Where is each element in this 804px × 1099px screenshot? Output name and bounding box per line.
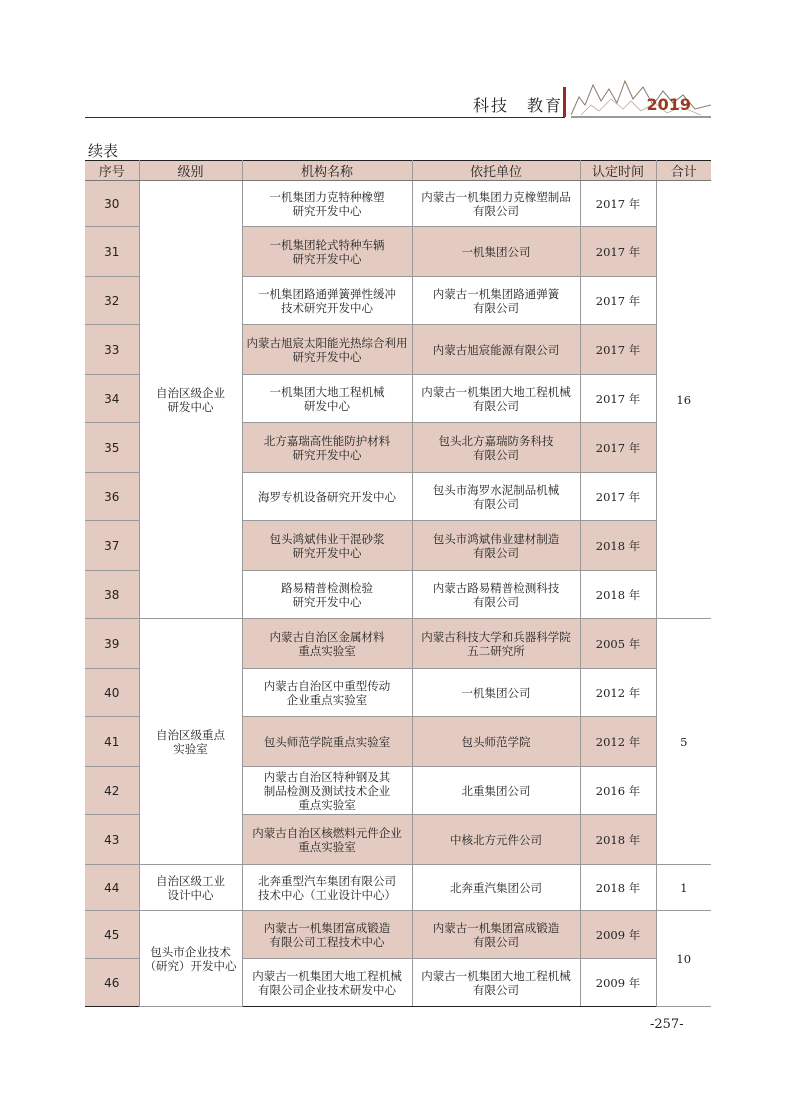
- supporting-unit: 内蒙古一机集团大地工程机械 有限公司: [412, 959, 580, 1007]
- approval-date: 2018 年: [580, 571, 656, 619]
- row-number: 33: [85, 325, 139, 375]
- header-accent-bar: [563, 87, 566, 117]
- supporting-unit: 内蒙古旭宸能源有限公司: [412, 325, 580, 375]
- group-level: 自治区级工业 设计中心: [139, 865, 242, 911]
- approval-date: 2005 年: [580, 619, 656, 669]
- row-number: 31: [85, 227, 139, 277]
- approval-date: 2018 年: [580, 815, 656, 865]
- supporting-unit: 内蒙古一机集团路通弹簧 有限公司: [412, 277, 580, 325]
- table-row: [85, 865, 711, 911]
- table-caption: 续表: [88, 142, 119, 160]
- col-header-unit: 依托单位: [412, 161, 580, 181]
- col-header-name: 机构名称: [242, 161, 412, 181]
- supporting-unit: 北奔重汽集团公司: [412, 865, 580, 911]
- institution-name: 一机集团力克特种橡塑 研究开发中心: [242, 181, 412, 227]
- approval-date: 2009 年: [580, 959, 656, 1007]
- institution-name: 内蒙古一机集团大地工程机械 有限公司企业技术研发中心: [242, 959, 412, 1007]
- row-number: 42: [85, 767, 139, 815]
- table-row: [85, 181, 711, 227]
- row-number: 45: [85, 911, 139, 959]
- page-header: [85, 75, 711, 120]
- supporting-unit: 内蒙古一机集团富成锻造 有限公司: [412, 911, 580, 959]
- approval-date: 2017 年: [580, 181, 656, 227]
- row-number: 36: [85, 473, 139, 521]
- approval-date: 2017 年: [580, 473, 656, 521]
- table-row: [85, 619, 711, 669]
- institutions-table: [85, 160, 711, 1007]
- year-label: 2019: [646, 95, 691, 114]
- row-number: 44: [85, 865, 139, 911]
- supporting-unit: 包头北方嘉瑞防务科技 有限公司: [412, 423, 580, 473]
- col-header-date: 认定时间: [580, 161, 656, 181]
- approval-date: 2017 年: [580, 277, 656, 325]
- supporting-unit: 内蒙古科技大学和兵器科学院 五二研究所: [412, 619, 580, 669]
- row-number: 32: [85, 277, 139, 325]
- supporting-unit: 包头市海罗水泥制品机械 有限公司: [412, 473, 580, 521]
- group-total: 5: [656, 619, 711, 865]
- row-number: 39: [85, 619, 139, 669]
- col-header-no: 序号: [85, 161, 139, 181]
- col-header-level: 级别: [139, 161, 242, 181]
- supporting-unit: 内蒙古一机集团大地工程机械 有限公司: [412, 375, 580, 423]
- institution-name: 内蒙古自治区核燃料元件企业 重点实验室: [242, 815, 412, 865]
- row-number: 37: [85, 521, 139, 571]
- institution-name: 内蒙古一机集团富成锻造 有限公司工程技术中心: [242, 911, 412, 959]
- group-total: 10: [656, 911, 711, 1007]
- institution-name: 一机集团轮式特种车辆 研究开发中心: [242, 227, 412, 277]
- institution-name: 内蒙古自治区特种钢及其 制品检测及测试技术企业 重点实验室: [242, 767, 412, 815]
- institution-name: 北方嘉瑞高性能防护材料 研究开发中心: [242, 423, 412, 473]
- approval-date: 2017 年: [580, 375, 656, 423]
- supporting-unit: 包头市鸿斌伟业建材制造 有限公司: [412, 521, 580, 571]
- approval-date: 2018 年: [580, 865, 656, 911]
- institution-name: 包头师范学院重点实验室: [242, 717, 412, 767]
- row-number: 38: [85, 571, 139, 619]
- row-number: 43: [85, 815, 139, 865]
- table-header-row: [85, 161, 711, 181]
- row-number: 35: [85, 423, 139, 473]
- institution-name: 包头鸿斌伟业干混砂浆 研究开发中心: [242, 521, 412, 571]
- institution-name: 一机集团大地工程机械 研发中心: [242, 375, 412, 423]
- approval-date: 2016 年: [580, 767, 656, 815]
- supporting-unit: 内蒙古一机集团力克橡塑制品 有限公司: [412, 181, 580, 227]
- header-rule: [85, 117, 565, 118]
- approval-date: 2012 年: [580, 669, 656, 717]
- institution-name: 内蒙古旭宸太阳能光热综合利用 研究开发中心: [242, 325, 412, 375]
- col-header-total: 合计: [656, 161, 711, 181]
- supporting-unit: 一机集团公司: [412, 227, 580, 277]
- supporting-unit: 一机集团公司: [412, 669, 580, 717]
- table-body: [85, 181, 711, 1007]
- approval-date: 2017 年: [580, 325, 656, 375]
- institution-name: 内蒙古自治区中重型传动 企业重点实验室: [242, 669, 412, 717]
- approval-date: 2017 年: [580, 227, 656, 277]
- supporting-unit: 内蒙古路易精普检测科技 有限公司: [412, 571, 580, 619]
- table-row: [85, 911, 711, 959]
- institution-name: 路易精普检测检验 研究开发中心: [242, 571, 412, 619]
- group-total: 16: [656, 181, 711, 619]
- row-number: 40: [85, 669, 139, 717]
- institution-name: 一机集团路通弹簧弹性缓冲 技术研究开发中心: [242, 277, 412, 325]
- section-title: 科技 教育: [472, 96, 563, 115]
- institution-name: 海罗专机设备研究开发中心: [242, 473, 412, 521]
- row-number: 46: [85, 959, 139, 1007]
- approval-date: 2017 年: [580, 423, 656, 473]
- institution-name: 北奔重型汽车集团有限公司 技术中心（工业设计中心）: [242, 865, 412, 911]
- institution-name: 内蒙古自治区金属材料 重点实验室: [242, 619, 412, 669]
- row-number: 41: [85, 717, 139, 767]
- supporting-unit: 北重集团公司: [412, 767, 580, 815]
- approval-date: 2009 年: [580, 911, 656, 959]
- group-total: 1: [656, 865, 711, 911]
- row-number: 34: [85, 375, 139, 423]
- supporting-unit: 中核北方元件公司: [412, 815, 580, 865]
- page-number: -257-: [650, 1017, 684, 1032]
- row-number: 30: [85, 181, 139, 227]
- group-level: 自治区级重点 实验室: [139, 619, 242, 865]
- approval-date: 2018 年: [580, 521, 656, 571]
- group-level: 自治区级企业 研发中心: [139, 181, 242, 619]
- group-level: 包头市企业技术 （研究）开发中心: [139, 911, 242, 1007]
- supporting-unit: 包头师范学院: [412, 717, 580, 767]
- approval-date: 2012 年: [580, 717, 656, 767]
